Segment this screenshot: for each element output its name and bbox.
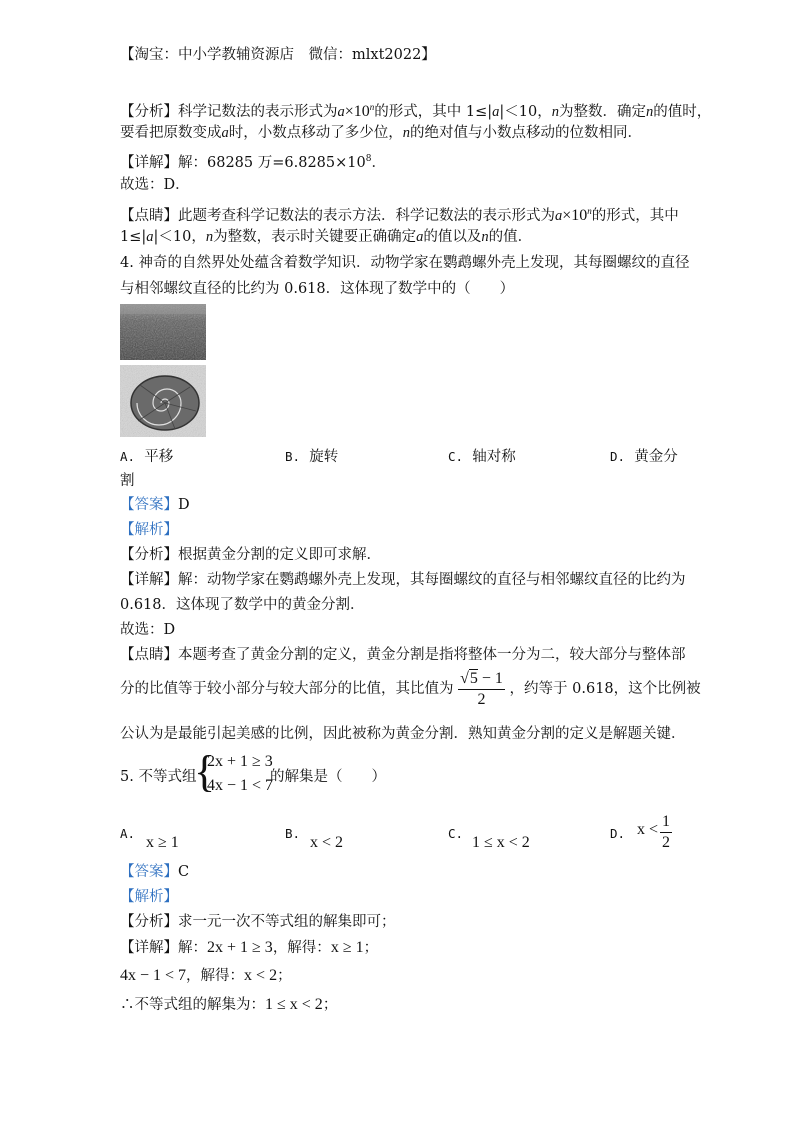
- q4-comment-line2: 分的比值等于较小部分与较大部分的比值，其比值为 $\frac{√5 - 1}{2}$ ，约等于 0.618，这个比例被: [120, 669, 701, 708]
- q5-option-d-fraction: $\frac{1}{2}$: [662, 813, 670, 851]
- q5-option-c[interactable]: C.: [448, 826, 464, 841]
- q3-analysis-line2: 要看把原数变成a时，小数点移动了多少位，n的绝对值与小数点移动的位数相同．: [120, 125, 642, 141]
- q5-option-b-text[interactable]: x < 2: [310, 834, 344, 851]
- q4-comment-line3: 公认为是最能引起美感的比例，因此被称为黄金分割．熟知黄金分割的定义是解题关键．: [120, 726, 686, 742]
- q4-choose: 故选：D: [120, 622, 176, 638]
- q5-option-a[interactable]: A.: [120, 826, 136, 841]
- q3-analysis-line1: 【分析】科学记数法的表示形式为$a\times 10^n$的形式，其中 1≤|a|＜10，n为整数．确定n的值时，: [120, 102, 712, 120]
- q5-option-d[interactable]: D.: [610, 826, 626, 841]
- q4-explain-label: 【解析】: [120, 522, 178, 538]
- q3-choose: 故选：D．: [120, 177, 190, 193]
- q5-ineq1: 2x + 1 ≥ 3: [207, 753, 273, 770]
- q4-option-a[interactable]: A. 平移: [120, 449, 174, 465]
- q5-brace: {: [194, 747, 216, 796]
- q5-explain-label: 【解析】: [120, 889, 178, 905]
- q5-option-c-text[interactable]: 1 ≤ x < 2: [472, 834, 530, 851]
- q5-detail-line3: ∴不等式组的解集为：1 ≤ x < 2；: [120, 996, 338, 1013]
- q5-analysis: 【分析】求一元一次不等式组的解集即可；: [120, 914, 396, 930]
- golden-ratio-fraction: $\frac{√5 - 1}{2}$: [460, 669, 503, 708]
- q5-stem-b: 的解集是（ ）: [270, 769, 386, 785]
- q5-option-b[interactable]: B.: [285, 826, 301, 841]
- q5-stem-a: 5. 不等式组: [120, 769, 197, 785]
- q5-ineq2: 4x − 1 < 7: [207, 777, 274, 794]
- nautilus-shell-image: [120, 365, 206, 441]
- q4-detail-line2: 0.618．这体现了数学中的黄金分割．: [120, 597, 365, 613]
- q4-answer: 【答案】D: [120, 497, 190, 513]
- q4-option-b[interactable]: B. 旋转: [285, 449, 339, 465]
- q5-option-a-text[interactable]: x ≥ 1: [146, 834, 179, 851]
- q4-stem-line1: 4. 神奇的自然界处处蕴含着数学知识．动物学家在鹦鹉螺外壳上发现，其每圈螺纹的直径: [120, 255, 690, 271]
- q5-detail-line2: 4x − 1 < 7，解得：x < 2；: [120, 967, 292, 984]
- grass-field-image: [120, 304, 206, 364]
- q4-stem-line2: 与相邻螺纹直径的比约为 0.618．这体现了数学中的（ ）: [120, 281, 515, 297]
- page-header: 【淘宝：中小学教辅资源店 微信：mlxt2022】: [120, 47, 436, 63]
- q5-answer: 【答案】C: [120, 864, 190, 880]
- q5-option-d-text[interactable]: x <: [637, 821, 659, 838]
- q3-comment-line1: 【点睛】此题考查科学记数法的表示方法．科学记数法的表示形式为$a\times 10^n$的形式，其中: [120, 206, 679, 224]
- q3-comment-line2: 1≤|a|＜10，n为整数，表示时关键要正确确定a的值以及n的值．: [120, 229, 533, 245]
- q4-analysis: 【分析】根据黄金分割的定义即可求解．: [120, 547, 381, 563]
- q3-detail: 【详解】解：68285 万$=6.8285\times 10^8$．: [120, 154, 386, 171]
- q5-detail-line1: 【详解】解：2x + 1 ≥ 3，解得：x ≥ 1；: [120, 939, 379, 956]
- q4-comment-line1: 【点睛】本题考查了黄金分割的定义，黄金分割是指将整体一分为二，较大部分与整体部: [120, 647, 686, 663]
- q4-option-c[interactable]: C. 轴对称: [448, 449, 516, 465]
- q4-detail-line1: 【详解】解：动物学家在鹦鹉螺外壳上发现，其每圈螺纹的直径与相邻螺纹直径的比约为: [120, 572, 686, 588]
- q4-option-d[interactable]: D. 黄金分: [610, 449, 678, 465]
- q4-option-d-wrap: 割: [120, 473, 135, 489]
